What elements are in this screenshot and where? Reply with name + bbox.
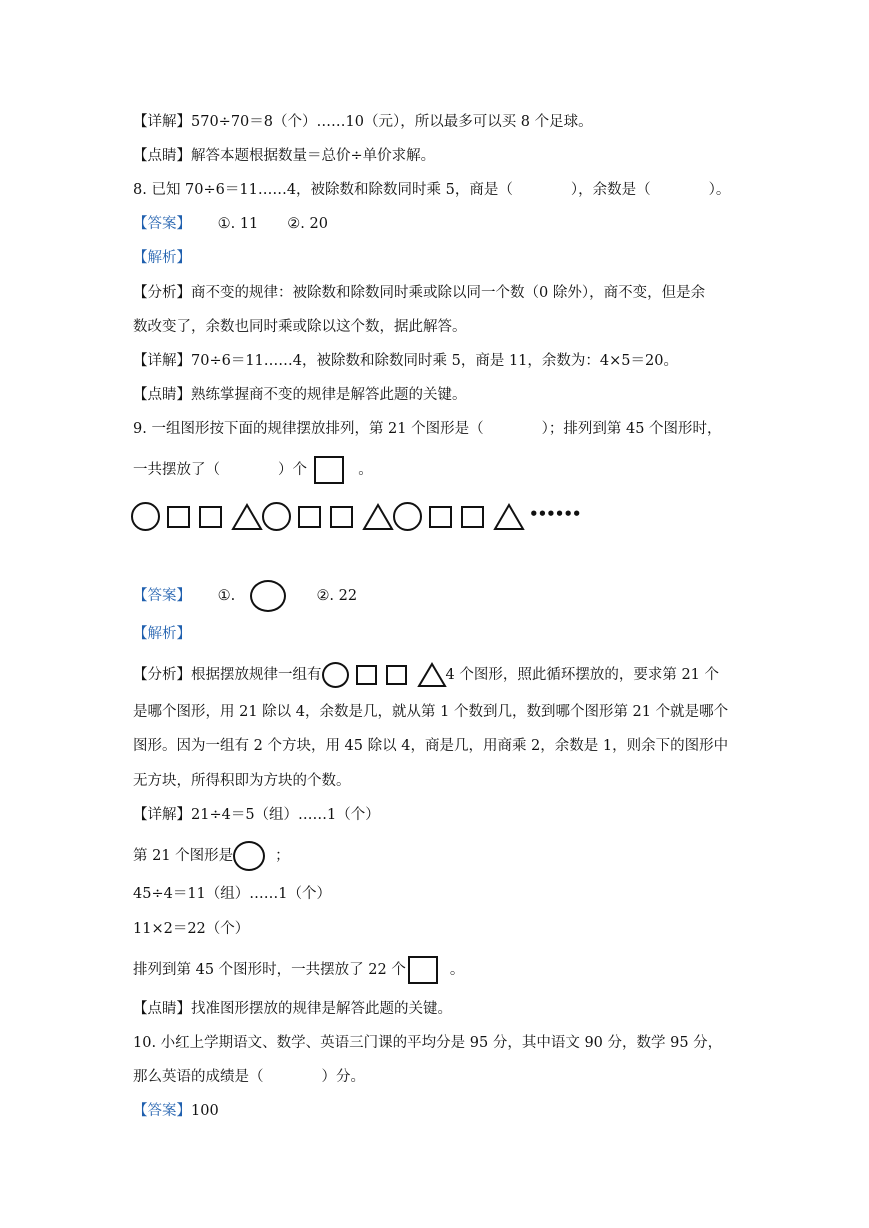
q9-analysis-tag: 【解析】 (133, 626, 191, 642)
q9-answer (133, 580, 357, 612)
q9-tip: 【点睛】找准图形摆放的规律是解答此题的关键。 (133, 1001, 452, 1017)
q8-answer-values: ①. 11 ②. 20 (217, 216, 328, 232)
q9-analysis-text-b: 4 个图形，照此循环摆放的，要求第 21 个 (445, 667, 720, 683)
triangle-icon (418, 663, 446, 687)
q8-question: 8. 已知 70÷6＝11……4，被除数和除数同时乘 5，商是（ ），余数是（ ）。 (133, 182, 731, 198)
square-icon (356, 665, 377, 685)
q9-analysis-line1 (133, 661, 719, 689)
q10-question-line2: 那么英语的成绩是（ ）分。 (133, 1069, 365, 1085)
triangle-icon (494, 504, 524, 530)
circle-icon (131, 502, 160, 531)
q9-analysis-line2: 是哪个图形，用 21 除以 4，余数是几，就从第 1 个数到几，数到哪个图形第 21 个就是哪个 (133, 704, 729, 720)
q9-analysis-text-a: 【分析】根据摆放规律一组有 (133, 667, 322, 683)
circle-icon (322, 662, 349, 688)
q9-question-end: 。 (358, 462, 373, 478)
triangle-icon (363, 504, 393, 530)
q9-question-text: 一共摆放了（ ）个 (133, 462, 307, 478)
answer-tag: 【答案】 (133, 216, 191, 232)
q9-detail-line5 (133, 954, 464, 986)
circle-icon (393, 502, 422, 531)
q8-detail: 【详解】70÷6＝11……4，被除数和除数同时乘 5，商是 11，余数为：4×5＝20。 (133, 353, 678, 369)
square-icon (461, 506, 484, 528)
q9-question-line2 (133, 456, 373, 484)
square-icon (298, 506, 321, 528)
q9-detail-line4: 11×2＝22（个） (133, 921, 250, 937)
square-icon (199, 506, 222, 528)
q9-detail-text: 第 21 个图形是 (133, 848, 234, 864)
q9-question-line1: 9. 一组图形按下面的规律摆放排列，第 21 个图形是（ ）；排列到第 45 个图形时， (133, 421, 722, 437)
q9-answer-2: ②. 22 (316, 588, 358, 604)
prev-detail: 【详解】570÷70＝8（个）……10（元），所以最多可以买 8 个足球。 (133, 114, 593, 130)
square-icon (408, 956, 438, 984)
shape-sequence (131, 502, 581, 532)
q9-analysis-line3: 图形。因为一组有 2 个方块，用 45 除以 4，商是几，用商乘 2，余数是 1，则余下的图形中 (133, 738, 729, 754)
q10-answer (133, 1101, 219, 1121)
triangle-icon (232, 504, 262, 530)
circle-icon (250, 580, 286, 612)
q10-answer-value: 100 (191, 1103, 219, 1119)
square-icon (167, 506, 190, 528)
q9-detail-end: 。 (449, 962, 465, 978)
q8-answer (133, 214, 328, 234)
q9-answer-1: ①. (217, 588, 236, 604)
q10-question-line1: 10. 小红上学期语文、数学、英语三门课的平均分是 95 分，其中语文 90 分，数学 95 分， (133, 1035, 723, 1051)
circle-icon (262, 502, 291, 531)
q8-analysis-line2: 数改变了，余数也同时乘或除以这个数，据此解答。 (133, 319, 467, 335)
q9-detail-line1: 【详解】21÷4＝5（组）……1（个） (133, 807, 380, 823)
square-icon (386, 665, 407, 685)
square-icon (429, 506, 452, 528)
square-icon (330, 506, 353, 528)
q9-detail-line2 (133, 840, 290, 872)
q8-tip: 【点睛】熟练掌握商不变的规律是解答此题的关键。 (133, 387, 467, 403)
circle-icon (233, 841, 265, 871)
q9-analysis-line4: 无方块，所得积即为方块的个数。 (133, 773, 351, 789)
q9-detail-end: ； (275, 848, 290, 864)
q8-analysis-line1: 【分析】商不变的规律：被除数和除数同时乘或除以同一个数（0 除外），商不变，但是余 (133, 285, 706, 301)
q9-detail-line3: 45÷4＝11（组）……1（个） (133, 886, 332, 902)
q9-detail-text: 排列到第 45 个图形时，一共摆放了 22 个 (133, 962, 406, 978)
q8-analysis-tag: 【解析】 (133, 250, 191, 266)
ellipsis-dots: •••••• (529, 505, 581, 523)
prev-tip: 【点睛】解答本题根据数量＝总价÷单价求解。 (133, 148, 436, 164)
square-icon (314, 456, 344, 484)
answer-tag: 【答案】 (133, 588, 191, 604)
answer-tag: 【答案】 (133, 1103, 191, 1119)
